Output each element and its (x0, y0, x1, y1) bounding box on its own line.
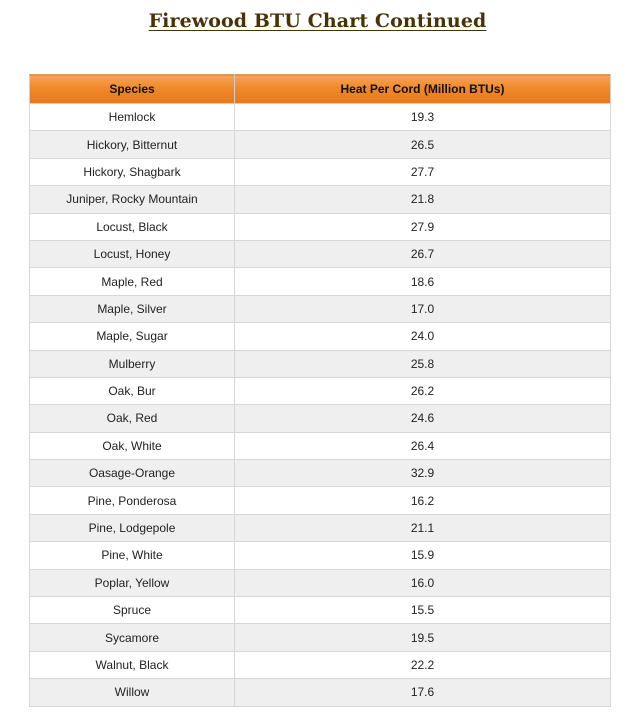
heat-cell: 16.2 (235, 487, 611, 514)
heat-cell: 25.8 (235, 350, 611, 377)
heat-cell: 26.5 (235, 131, 611, 158)
species-cell: Walnut, Black (30, 651, 235, 678)
table-row (30, 323, 611, 350)
species-cell: Sycamore (30, 624, 235, 651)
species-cell: Willow (30, 679, 235, 706)
heat-cell: 16.0 (235, 569, 611, 596)
column-header-species: Species (30, 75, 235, 104)
table-row (30, 597, 611, 624)
heat-cell: 19.5 (235, 624, 611, 651)
species-cell: Pine, Ponderosa (30, 487, 235, 514)
species-cell: Pine, Lodgepole (30, 514, 235, 541)
heat-cell: 21.1 (235, 514, 611, 541)
species-cell: Oak, White (30, 432, 235, 459)
heat-cell: 17.6 (235, 679, 611, 706)
species-cell: Pine, White (30, 542, 235, 569)
species-cell: Juniper, Rocky Mountain (30, 186, 235, 213)
table-row (30, 377, 611, 404)
table-row (30, 569, 611, 596)
table-row (30, 213, 611, 240)
heat-cell: 15.9 (235, 542, 611, 569)
species-cell: Maple, Sugar (30, 323, 235, 350)
column-header-heat: Heat Per Cord (Million BTUs) (235, 75, 611, 104)
heat-cell: 17.0 (235, 295, 611, 322)
heat-cell: 22.2 (235, 651, 611, 678)
heat-cell: 24.0 (235, 323, 611, 350)
heat-cell: 24.6 (235, 405, 611, 432)
heat-cell: 26.7 (235, 240, 611, 267)
table-row (30, 487, 611, 514)
table-row (30, 679, 611, 706)
table-row (30, 240, 611, 267)
table-row (30, 460, 611, 487)
species-cell: Oasage-Orange (30, 460, 235, 487)
table-row (30, 624, 611, 651)
species-cell: Hemlock (30, 104, 235, 131)
table-row (30, 350, 611, 377)
page-title: Firewood BTU Chart Continued (148, 10, 487, 32)
heat-cell: 21.8 (235, 186, 611, 213)
species-cell: Spruce (30, 597, 235, 624)
species-cell: Hickory, Shagbark (30, 158, 235, 185)
heat-cell: 26.4 (235, 432, 611, 459)
species-cell: Oak, Bur (30, 377, 235, 404)
species-cell: Poplar, Yellow (30, 569, 235, 596)
btu-table (29, 74, 611, 707)
table-row (30, 158, 611, 185)
species-cell: Mulberry (30, 350, 235, 377)
table-header-row (30, 75, 611, 104)
species-cell: Locust, Honey (30, 240, 235, 267)
table-row (30, 268, 611, 295)
species-cell: Maple, Silver (30, 295, 235, 322)
heat-cell: 18.6 (235, 268, 611, 295)
species-cell: Hickory, Bitternut (30, 131, 235, 158)
species-cell: Oak, Red (30, 405, 235, 432)
heat-cell: 32.9 (235, 460, 611, 487)
table-row (30, 295, 611, 322)
table-row (30, 405, 611, 432)
table-row (30, 131, 611, 158)
species-cell: Maple, Red (30, 268, 235, 295)
heat-cell: 26.2 (235, 377, 611, 404)
heat-cell: 27.7 (235, 158, 611, 185)
table-row (30, 186, 611, 213)
species-cell: Locust, Black (30, 213, 235, 240)
table-row (30, 542, 611, 569)
table-row (30, 514, 611, 541)
table-row (30, 432, 611, 459)
table-row (30, 104, 611, 131)
heat-cell: 15.5 (235, 597, 611, 624)
heat-cell: 19.3 (235, 104, 611, 131)
table-row (30, 651, 611, 678)
heat-cell: 27.9 (235, 213, 611, 240)
